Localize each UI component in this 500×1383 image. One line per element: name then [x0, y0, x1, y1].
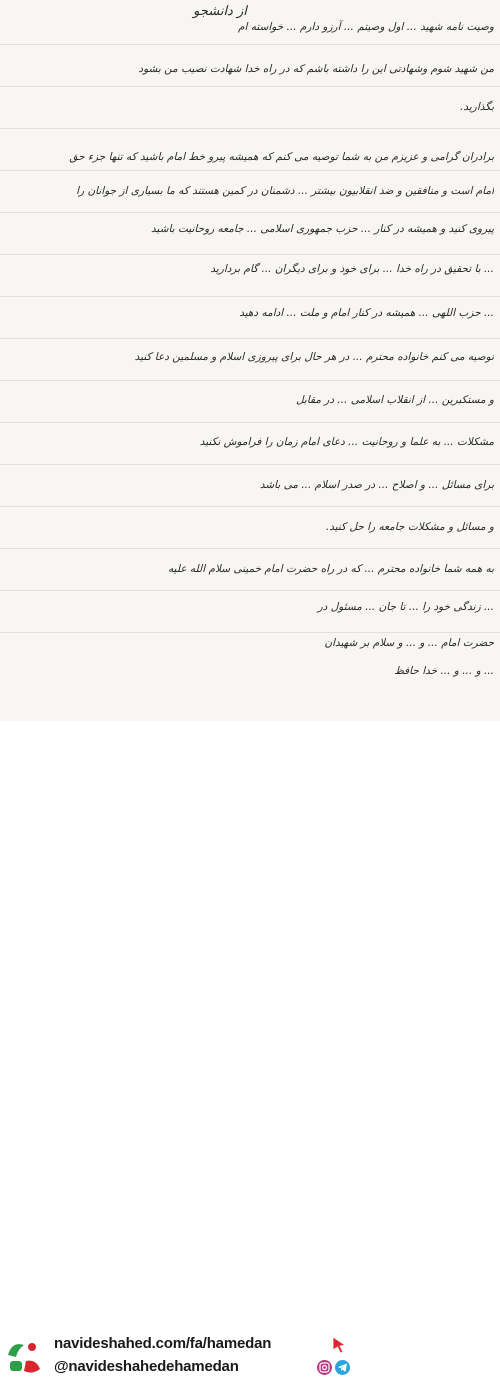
text-line: وصیت نامه شهید ... اول وصیتم ... آرزو دارم ... خواسته ام — [238, 21, 494, 33]
text-line: حضرت امام ... و ... و سلام بر شهیدان — [324, 637, 494, 649]
ruled-line — [0, 338, 500, 339]
ruled-line — [0, 548, 500, 549]
text-line: امام است و منافقین و ضد انقلابیون بیشتر ... دشمنان در کمین هستند که ما بسیاری از جوانان را — [76, 185, 494, 197]
ruled-line — [0, 632, 500, 633]
cursor-arrow-icon — [331, 1336, 347, 1354]
ruled-line — [0, 44, 500, 45]
social-handle[interactable]: @navideshahedehamedan — [54, 1358, 239, 1375]
instagram-icon[interactable] — [317, 1360, 332, 1375]
ruled-line — [0, 254, 500, 255]
ruled-line — [0, 506, 500, 507]
site-url-link[interactable]: navideshahed.com/fa/hamedan — [54, 1335, 272, 1352]
text-line: برادران گرامی و عزیزم من به شما توصیه می کنم که همیشه پیرو خط امام باشید که تنها جزء حق — [69, 151, 494, 163]
text-line: ... و ... و ... خدا حافظ — [394, 665, 494, 677]
ruled-line — [0, 128, 500, 129]
ruled-line — [0, 296, 500, 297]
ruled-line — [0, 212, 500, 213]
telegram-icon[interactable] — [335, 1360, 350, 1375]
ruled-line — [0, 464, 500, 465]
ruled-line — [0, 590, 500, 591]
text-line: توصیه می کنم خانواده محترم ... در هر حال برای پیروزی اسلام و مسلمین دعا کنید — [134, 351, 494, 363]
text-line: ... حزب اللهی ... همیشه در کنار امام و ملت ... ادامه دهید — [239, 307, 494, 319]
navideshahed-logo-icon — [2, 1335, 46, 1379]
text-line: و مسائل و مشکلات جامعه را حل کنید. — [325, 521, 494, 533]
text-line: ... با تحقیق در راه خدا ... برای خود و برای دیگران ... گام بردارید — [210, 263, 494, 275]
text-line: من شهید شوم وشهادتی این را داشته باشم که در راه خدا شهادت نصیب من بشود — [138, 63, 494, 75]
ruled-line — [0, 422, 500, 423]
footer-watermark — [0, 662, 360, 1375]
ruled-line — [0, 86, 500, 87]
text-line: مشکلات ... به علما و روحانیت ... دعای امام زمان را فراموش نکنید — [199, 436, 494, 448]
text-line: ... زندگی خود را ... تا جان ... مسئول در — [317, 601, 494, 613]
text-line: و مستکبرین ... از انقلاب اسلامی ... در مقابل — [295, 394, 494, 406]
ruled-line — [0, 380, 500, 381]
document-title: از دانشجو — [193, 4, 247, 19]
text-line: بگذارید. — [460, 101, 494, 113]
text-line: به همه شما خانواده محترم ... که در راه حضرت امام خمینی سلام الله علیه — [168, 563, 494, 575]
text-line: پیروی کنید و همیشه در کنار ... حزب جمهوری اسلامی ... جامعه روحانیت باشید — [151, 223, 494, 235]
ruled-line — [0, 170, 500, 171]
text-line: برای مسائل ... و اصلاح ... در صدر اسلام ... می باشد — [259, 479, 494, 491]
